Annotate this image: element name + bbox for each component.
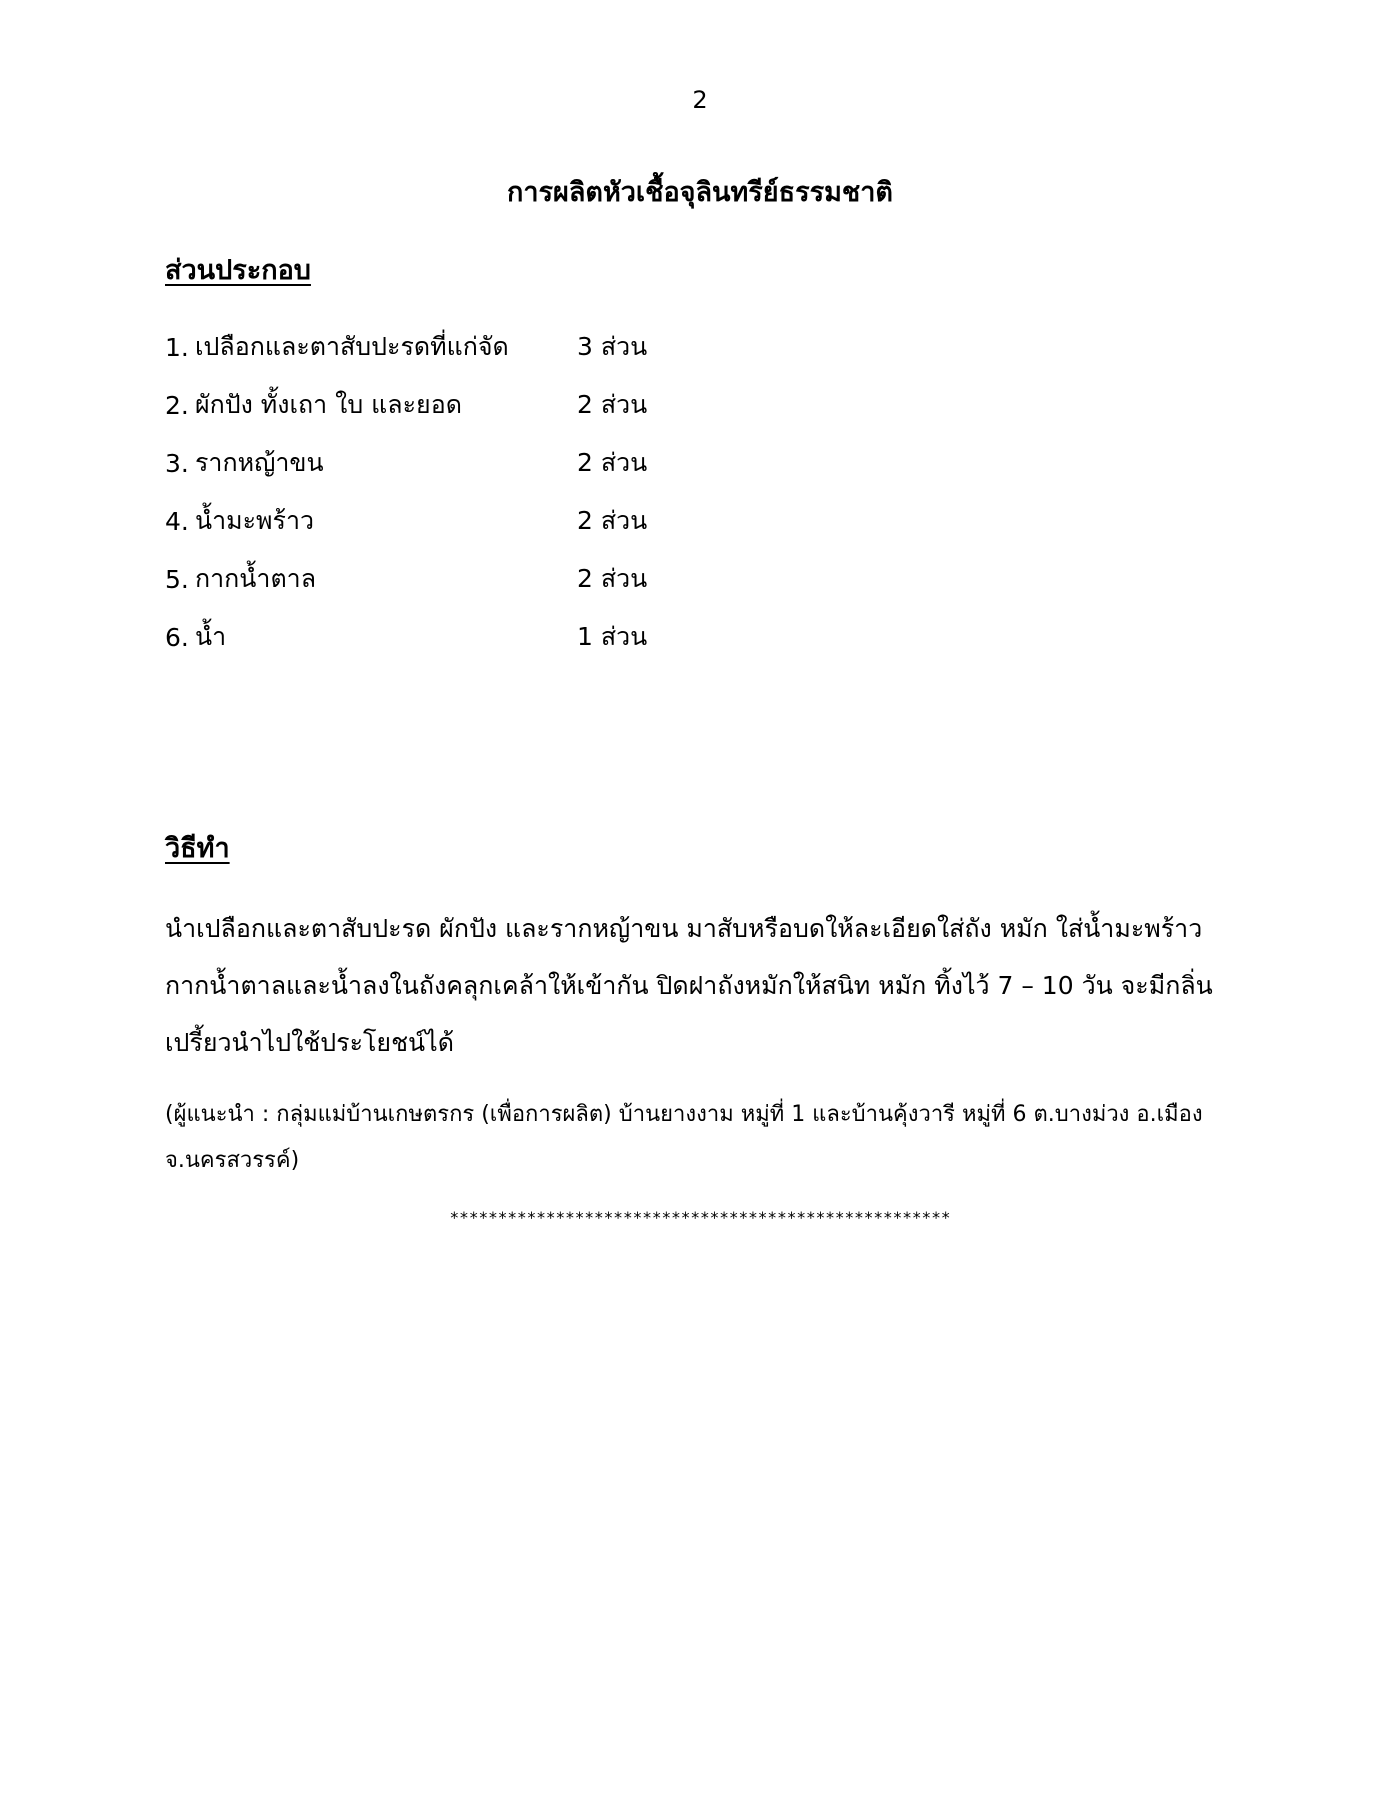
ingredient-item [165, 550, 765, 608]
ingredient-quantity: 2 ส่วน [577, 448, 648, 477]
ingredient-quantity: 2 ส่วน [577, 390, 648, 419]
ingredient-item [165, 434, 765, 492]
ingredient-item [165, 318, 765, 376]
method-paragraph: นำเปลือกและตาสับปะรด ผักปัง และรากหญ้าขน มาสับหรือบดให้ละเอียดใส่ถัง หมัก ใส่น้ำมะพร้าว กากน้ำตาลและน้ำลงในถังคลุกเคล้าให้เข้ากัน ปิดฝาถังหมักให้สนิท หมัก ทิ้งไว้ 7 – 10 วัน จะมีกลิ่นเปรี้ยวนำไปใช้ประโยชน์ได้ [165, 914, 1213, 1057]
ingredient-item [165, 608, 765, 666]
ingredient-name: กากน้ำตาล [195, 564, 317, 593]
ingredient-number: 3. [165, 448, 189, 478]
ingredient-name: รากหญ้าขน [195, 448, 324, 477]
ingredient-quantity: 3 ส่วน [577, 332, 648, 361]
ingredient-quantity: 1 ส่วน [577, 622, 648, 651]
ingredient-name: เปลือกและตาสับปะรดที่แก่จัด [195, 332, 509, 361]
method-heading: วิธีทำ [165, 833, 230, 864]
ingredient-number: 4. [165, 506, 189, 536]
ingredient-quantity: 2 ส่วน [577, 564, 648, 593]
ingredient-number: 6. [165, 622, 189, 652]
end-divider: **************************************************** [449, 1208, 951, 1227]
ingredient-name: น้ำมะพร้าว [195, 506, 315, 535]
ingredient-number: 5. [165, 564, 189, 594]
ingredient-number: 2. [165, 390, 189, 420]
ingredients-list [165, 318, 765, 666]
ingredient-item [165, 376, 765, 434]
page-number: 2 [692, 86, 708, 114]
credit-note: (ผู้แนะนำ : กลุ่มแม่บ้านเกษตรกร (เพื่อการผลิต) บ้านยางงาม หมู่ที่ 1 และบ้านคุ้งวารี หมู่ที่ 6 ต.บางม่วง อ.เมือง จ.นครสวรรค์) [165, 1102, 1203, 1173]
ingredient-name: ผักปัง ทั้งเถา ใบ และยอด [195, 390, 462, 419]
ingredient-number: 1. [165, 332, 189, 362]
ingredient-name: น้ำ [195, 622, 227, 651]
ingredients-heading: ส่วนประกอบ [165, 255, 311, 286]
ingredient-item [165, 492, 765, 550]
document-title: การผลิตหัวเชื้อจุลินทรีย์ธรรมชาติ [507, 177, 893, 208]
ingredient-quantity: 2 ส่วน [577, 506, 648, 535]
